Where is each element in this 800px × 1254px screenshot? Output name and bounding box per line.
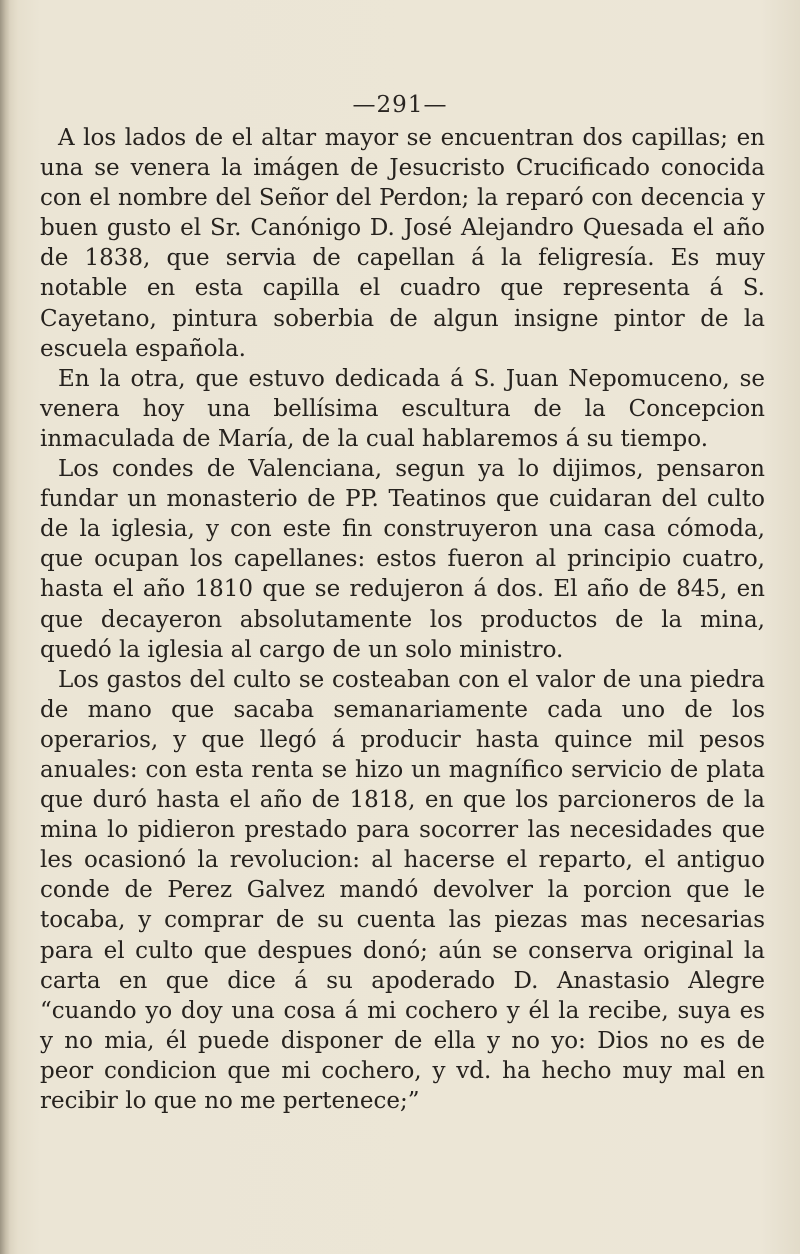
page-number: —291— xyxy=(352,92,448,118)
body-text xyxy=(40,123,765,1116)
page-binding-edge xyxy=(0,0,10,1254)
paragraph-2: En la otra, que estuvo dedicada á S. Juan Nepomuceno, se venera hoy una bellísima escultura de la Concepcion inmaculada de María, de la cual hablaremos á su tiempo. xyxy=(40,365,765,452)
paragraph-4: Los gastos del culto se costeaban con el valor de una piedra de mano que sacaba semanariamente cada uno de los operarios, y que llegó á producir hasta quince mil pesos anuales: con esta renta se hizo un magnífico servicio de plata que duró hasta el año de 1818, en que los parcioneros de la mina lo pidieron prestado para socorrer las necesidades que les ocasionó la revolucion: al hacerse el reparto, el antiguo conde de Perez Galvez mandó devolver la porcion que le tocaba, y comprar de su cuenta las piezas mas necesarias para el culto que despues donó; aún se conserva original la carta en que dice á su apoderado D. Anastasio Alegre “cuando yo doy una cosa á mi cochero y él la recibe, suya es y no mia, él puede disponer de ella y no yo: Dios no es de peor condicion que mi cochero, y vd. ha hecho muy mal en recibir lo que no me pertenece;” xyxy=(40,666,765,1114)
paragraph-3: Los condes de Valenciana, segun ya lo dijimos, pensaron fundar un monasterio de PP. Teatinos que cuidaran del culto de la iglesia, y con este fin construyeron una casa cómoda, que ocupan los capellanes: estos fueron al principio cuatro, hasta el año 1810 que se redujeron á dos. El año de 845, en que decayeron absolutamente los productos de la mina, quedó la iglesia al cargo de un solo ministro. xyxy=(40,456,765,663)
paragraph-1: A los lados de el altar mayor se encuentran dos capillas; en una se venera la imágen de Jesucristo Crucificado conocida con el nombre del Señor del Perdon; la reparó con decencia y buen gusto el Sr. Canónigo D. José Alejandro Quesada el año de 1838, que servia de capellan á la feligresía. Es muy notable en esta capilla el cuadro que representa á S. Cayetano, pintura soberbia de algun insigne pintor de la escuela española. xyxy=(40,125,765,362)
